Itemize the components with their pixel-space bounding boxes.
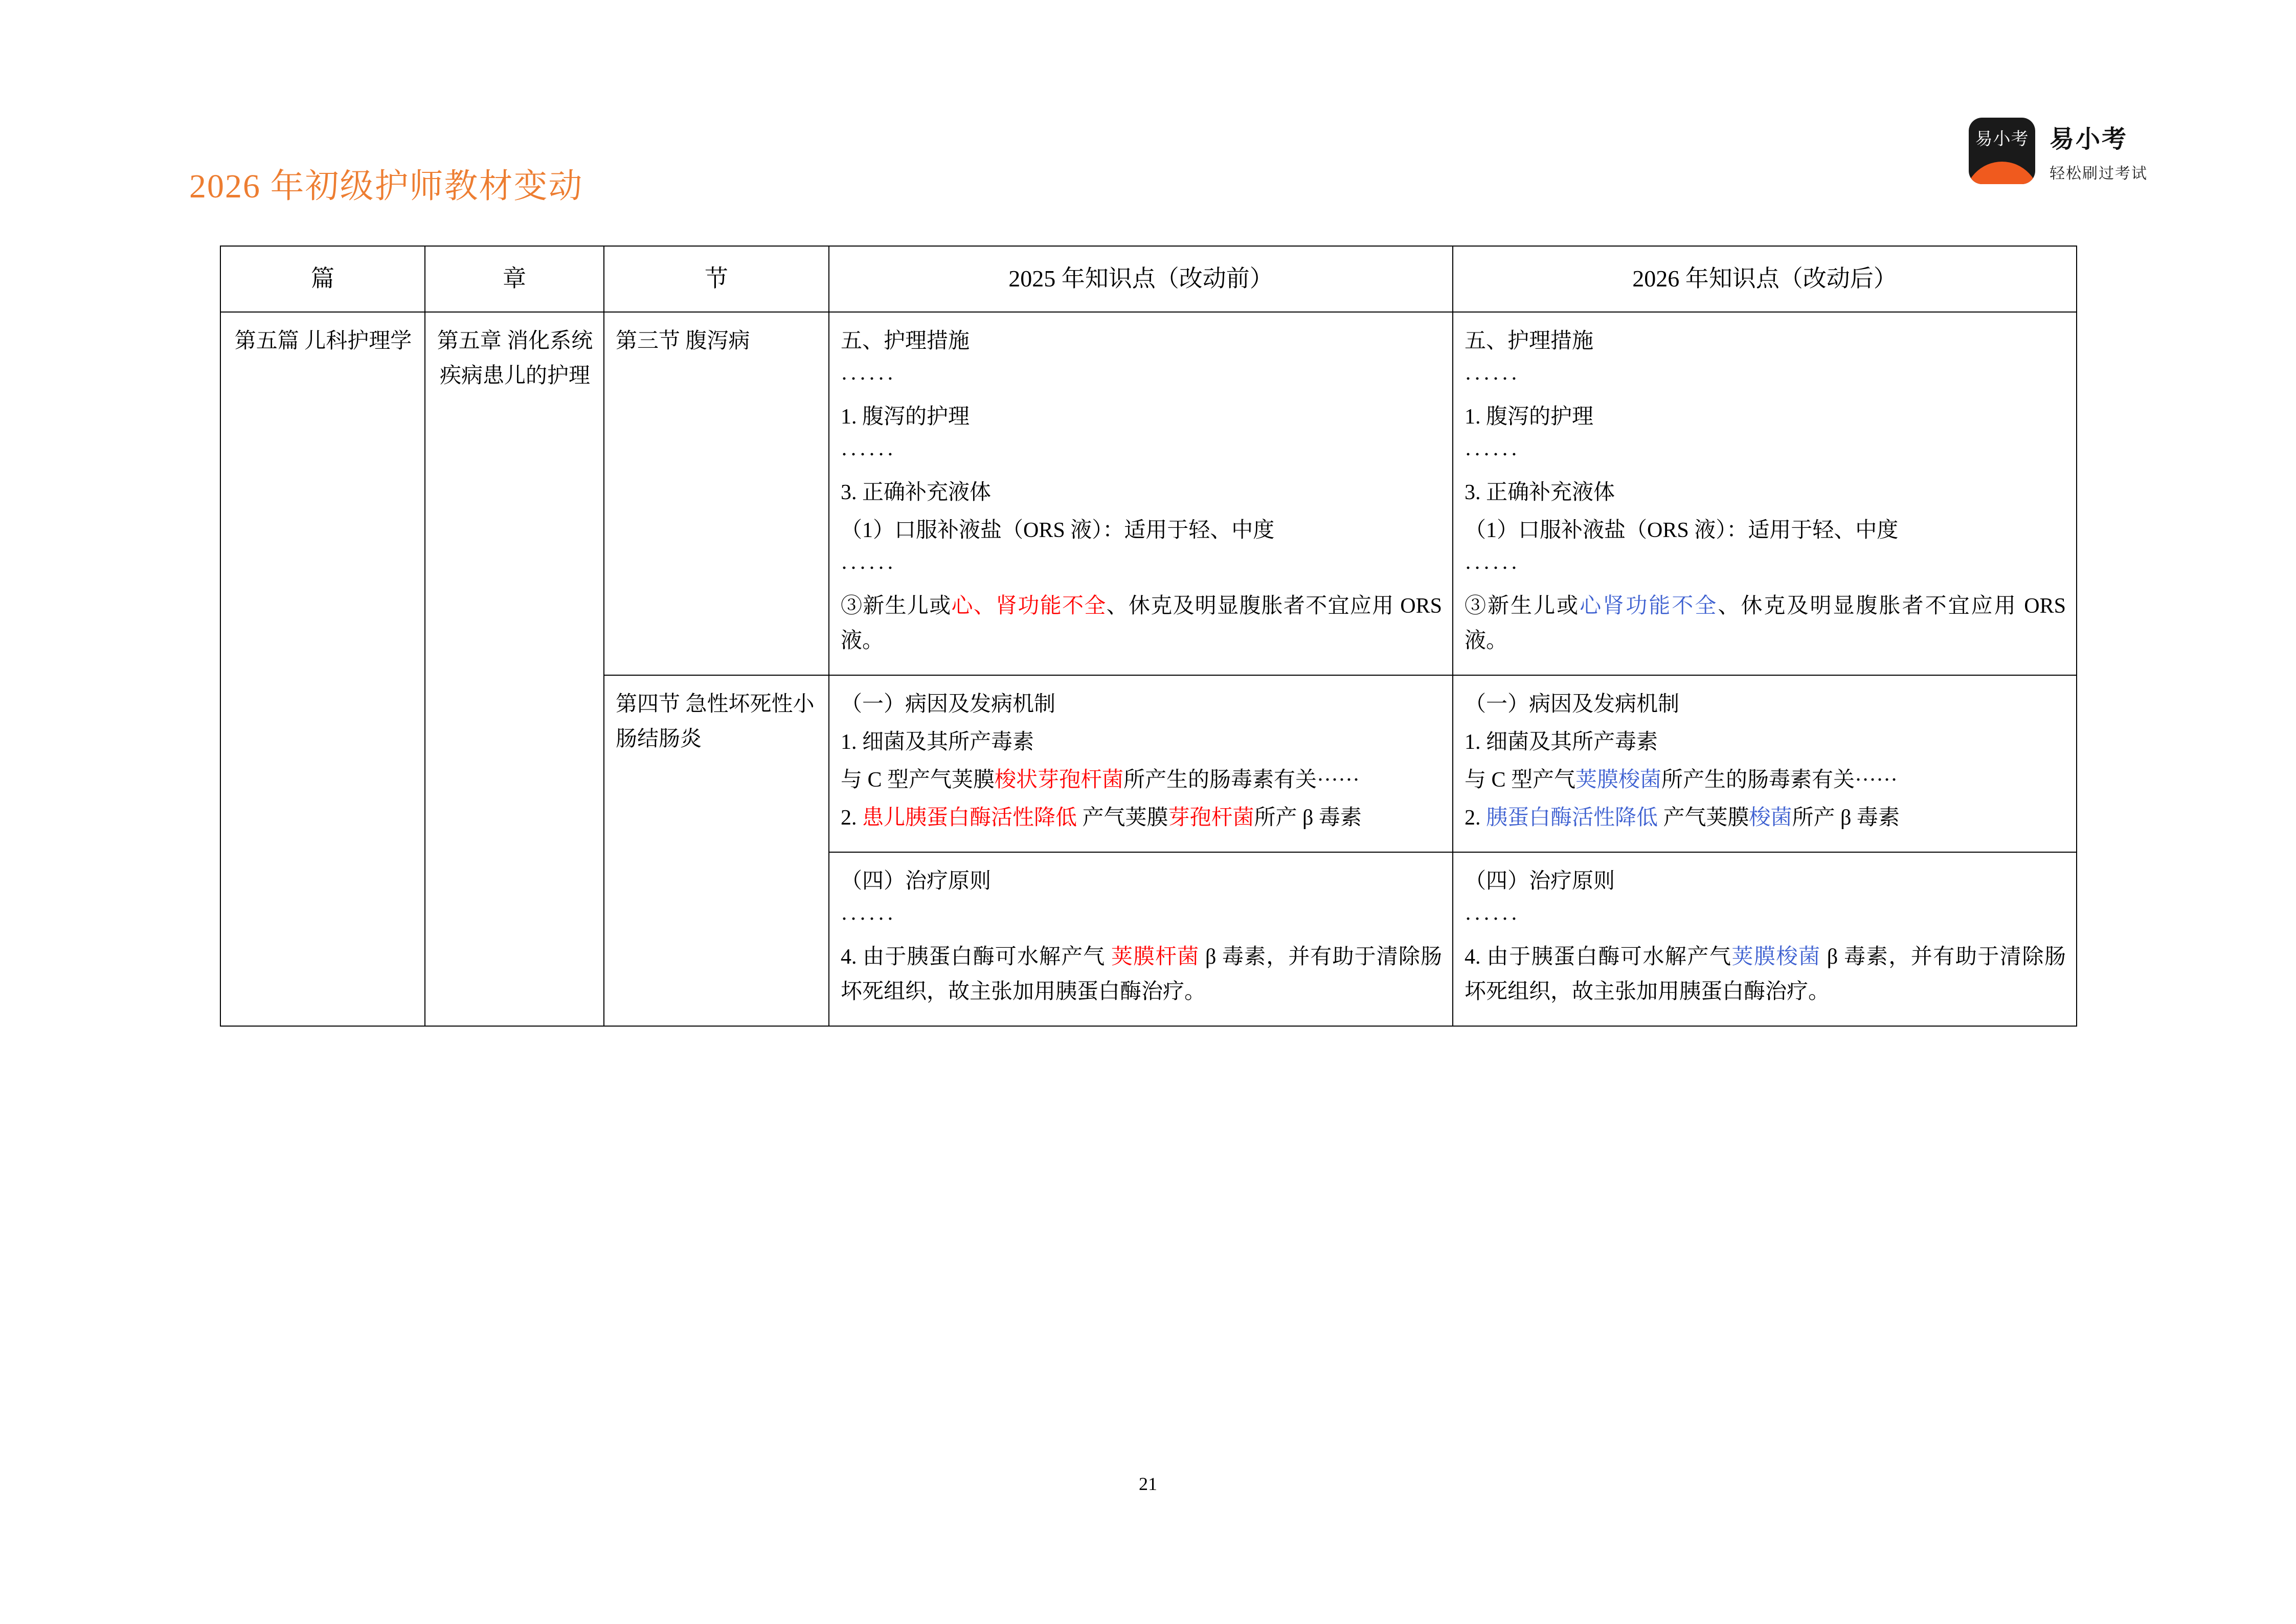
old-r2-line3-highlight: 梭状芽孢杆菌	[995, 768, 1124, 792]
old-r1-line7: ······	[841, 556, 896, 580]
new-r1-line4: ······	[1465, 442, 1520, 466]
new-r1-line1: 五、护理措施	[1465, 329, 1594, 353]
old-r1-line8-pre: ③新生儿或	[841, 594, 952, 618]
old-r2-line4-post: 所产 β 毒素	[1254, 806, 1362, 830]
old-r2-line4	[841, 800, 1442, 835]
new-r1-line2: ······	[1465, 367, 1520, 391]
new-r1-line6: （1）口服补液盐（ORS 液）：适用于轻、中度	[1465, 518, 1899, 542]
brand-logo-block	[1969, 118, 2148, 184]
cell-old-row3	[829, 852, 1453, 1026]
table-row	[220, 312, 2077, 675]
page-header	[0, 0, 2296, 240]
old-r2-line3	[841, 763, 1442, 797]
new-r3-line1: （四）治疗原则	[1465, 869, 1615, 893]
new-r2-line4-highlight-1: 胰蛋白酶活性降低	[1486, 806, 1658, 830]
new-r1-line7: ······	[1465, 556, 1520, 580]
page-number: 21	[1139, 1474, 1157, 1494]
old-r2-line4-mid: 产气荚膜	[1077, 806, 1168, 830]
column-header-zhang: 章	[425, 246, 604, 312]
new-r3-line3-highlight: 荚膜梭菌	[1731, 945, 1821, 969]
new-r2-line1: （一）病因及发病机制	[1465, 692, 1680, 716]
page-title: 2026 年初级护师教材变动	[189, 168, 583, 205]
new-r2-line4-post: 所产 β 毒素	[1792, 806, 1900, 830]
column-header-old: 2025 年知识点（改动前）	[829, 246, 1453, 312]
old-r1-line4: ······	[841, 442, 896, 466]
new-r1-line8-pre: ③新生儿或	[1465, 594, 1580, 618]
cell-new-row1	[1453, 312, 2077, 675]
new-r2-line3-post: 所产生的肠毒素有关······	[1661, 768, 1898, 792]
cell-jie-row2: 第四节 急性坏死性小肠结肠炎	[604, 675, 829, 1026]
changes-table	[220, 246, 2077, 1027]
old-r3-line3-highlight: 荚膜杆菌	[1111, 945, 1200, 969]
old-r1-line2: ······	[841, 367, 896, 391]
table-header-row	[220, 246, 2077, 312]
old-r3-line3	[841, 940, 1442, 1009]
new-r2-line4-mid: 产气荚膜	[1658, 806, 1749, 830]
brand-name: 易小考	[2050, 125, 2128, 153]
new-r1-line8	[1465, 589, 2066, 658]
new-r2-line2: 1. 细菌及其所产毒素	[1465, 730, 1658, 754]
new-r2-line3-highlight: 荚膜梭菌	[1575, 768, 1662, 792]
old-r1-line5: 3. 正确补充液体	[841, 480, 992, 504]
old-r3-line2: ······	[841, 907, 896, 931]
brand-slogan: 轻松刷过考试	[2050, 165, 2148, 182]
brand-logo-text: 易小考	[1975, 129, 2029, 149]
old-r3-line3-post: β 毒素，并有助于清除肠坏死组织，故主张加用胰蛋白酶治疗。	[841, 945, 1442, 1004]
new-r2-line4-pre: 2.	[1465, 806, 1486, 830]
cell-old-row2	[829, 675, 1453, 852]
old-r1-line1: 五、护理措施	[841, 329, 970, 353]
new-r1-line8-highlight: 心肾功能不全	[1580, 594, 1718, 618]
cell-old-row1	[829, 312, 1453, 675]
column-header-pian: 篇	[220, 246, 425, 312]
old-r3-line3-pre: 4. 由于胰蛋白酶可水解产气	[841, 945, 1111, 969]
old-r2-line4-highlight-1: 患儿胰蛋白酶活性降低	[862, 806, 1077, 830]
brand-logo-swoosh-icon	[1969, 162, 2035, 184]
new-r3-line2: ······	[1465, 907, 1520, 931]
changes-table-wrapper	[220, 246, 2076, 1027]
old-r1-line8-post: 、休克及明显腹胀者不宜应用 ORS 液。	[841, 594, 1442, 653]
cell-zhang: 第五章 消化系统疾病患儿的护理	[425, 312, 604, 1027]
new-r1-line3: 1. 腹泻的护理	[1465, 405, 1594, 429]
new-r1-line5: 3. 正确补充液体	[1465, 480, 1615, 504]
old-r1-line3: 1. 腹泻的护理	[841, 405, 970, 429]
old-r2-line2: 1. 细菌及其所产毒素	[841, 730, 1034, 754]
cell-new-row2	[1453, 675, 2077, 852]
old-r1-line6: （1）口服补液盐（ORS 液）：适用于轻、中度	[841, 518, 1275, 542]
new-r2-line3-pre: 与 C 型产气	[1465, 768, 1576, 792]
new-r2-line4	[1465, 800, 2066, 835]
old-r2-line3-post: 所产生的肠毒素有关······	[1123, 768, 1360, 792]
new-r3-line3	[1465, 940, 2066, 1009]
new-r2-line4-highlight-2: 梭菌	[1749, 806, 1792, 830]
old-r2-line4-pre: 2.	[841, 806, 862, 830]
old-r1-line8	[841, 589, 1442, 658]
brand-logo-icon	[1969, 118, 2035, 184]
old-r2-line3-pre: 与 C 型产气荚膜	[841, 768, 995, 792]
cell-new-row3	[1453, 852, 2077, 1026]
new-r3-line3-post: β 毒素，并有助于清除肠坏死组织，故主张加用胰蛋白酶治疗。	[1465, 945, 2066, 1004]
brand-words	[2050, 119, 2148, 183]
column-header-jie: 节	[604, 246, 829, 312]
new-r3-line3-pre: 4. 由于胰蛋白酶可水解产气	[1465, 945, 1732, 969]
old-r3-line1: （四）治疗原则	[841, 869, 992, 893]
cell-jie-row1: 第三节 腹泻病	[604, 312, 829, 675]
old-r2-line1: （一）病因及发病机制	[841, 692, 1056, 716]
old-r2-line4-highlight-2: 芽孢杆菌	[1168, 806, 1254, 830]
new-r2-line3	[1465, 763, 2066, 797]
cell-pian: 第五篇 儿科护理学	[220, 312, 425, 1027]
column-header-new: 2026 年知识点（改动后）	[1453, 246, 2077, 312]
old-r1-line8-highlight: 心、肾功能不全	[951, 594, 1107, 618]
new-r1-line8-post: 、休克及明显腹胀者不宜应用 ORS 液。	[1465, 594, 2066, 653]
